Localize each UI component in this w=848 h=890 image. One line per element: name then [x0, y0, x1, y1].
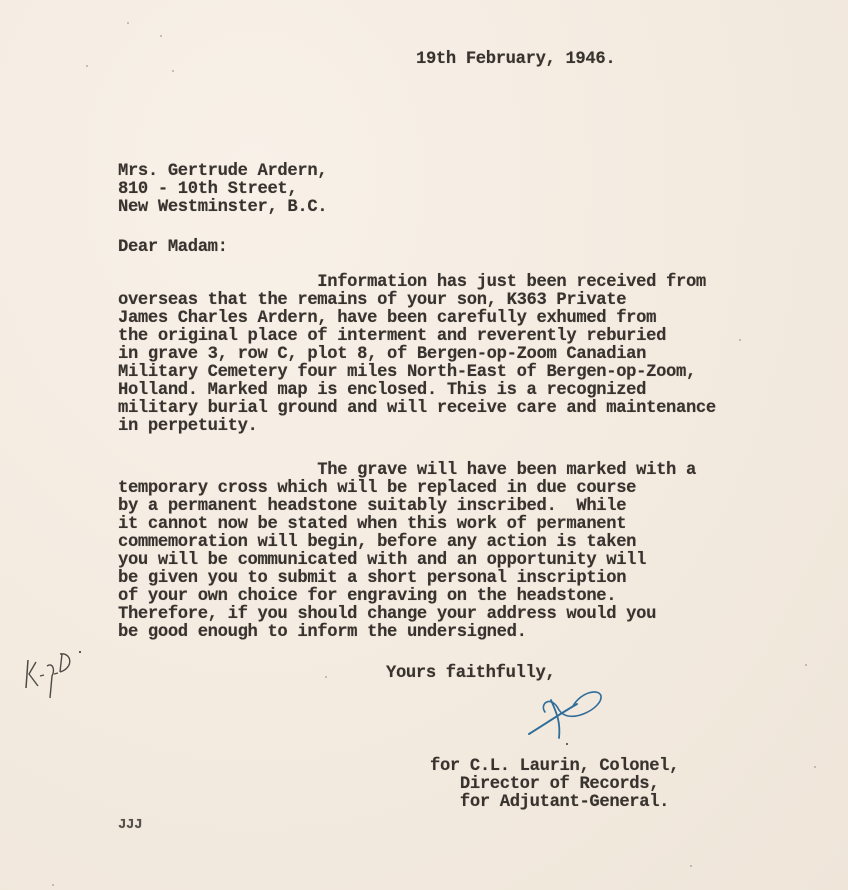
paragraph-line: it cannot now be stated when this work of permanent	[118, 515, 627, 534]
paragraph-line: James Charles Ardern, have been carefully exhumed from	[118, 309, 657, 328]
signatory-title: Director of Records,	[430, 775, 660, 794]
closing: Yours faithfully,	[386, 664, 556, 683]
paragraph-1	[118, 274, 716, 436]
paragraph-line: temporary cross which will be replaced in due course	[118, 479, 637, 498]
paragraph-line: of your own choice for engraving on the headstone.	[118, 587, 617, 606]
signature-block	[430, 758, 679, 812]
recipient-street: 810 - 10th Street,	[118, 180, 298, 199]
salutation: Dear Madam:	[118, 238, 228, 257]
recipient-name: Mrs. Gertrude Ardern,	[118, 162, 328, 181]
paragraph-line: you will be communicated with and an opportunity will	[118, 551, 647, 570]
paragraph-line: in perpetuity.	[118, 417, 258, 436]
signatory-name: for C.L. Laurin, Colonel,	[430, 757, 680, 776]
paragraph-line: Therefore, if you should change your address would you	[118, 605, 657, 624]
signature-mark	[525, 686, 610, 746]
paragraph-line: The grave will have been marked with a	[118, 461, 696, 480]
recipient-city: New Westminster, B.C.	[118, 198, 328, 217]
paragraph-line: Military Cemetery four miles North-East of Bergen-op-Zoom,	[118, 363, 696, 382]
paragraph-line: Holland. Marked map is enclosed. This is a recognized	[118, 381, 647, 400]
paragraph-line: in grave 3, row C, plot 8, of Bergen-op-Zoom Canadian	[118, 345, 647, 364]
paragraph-line: be given you to submit a short personal inscription	[118, 569, 627, 588]
paragraph-line: by a permanent headstone suitably inscribed. While	[118, 497, 627, 516]
paragraph-line: overseas that the remains of your son, K363 Private	[118, 291, 627, 310]
paragraph-line: commemoration will begin, before any action is taken	[118, 533, 637, 552]
paragraph-line: be good enough to inform the undersigned.	[118, 623, 527, 642]
recipient-address	[118, 163, 327, 217]
typist-initials: JJJ	[118, 817, 143, 833]
paragraph-line: Information has just been received from	[118, 273, 706, 292]
paragraph-line: military burial ground and will receive care and maintenance	[118, 399, 716, 418]
paragraph-line: the original place of interment and reverently reburied	[118, 327, 667, 346]
paragraph-2	[118, 462, 696, 642]
signatory-office: for Adjutant-General.	[430, 793, 670, 812]
letter-date: 19th February, 1946.	[416, 50, 616, 69]
margin-note-initials	[20, 640, 90, 702]
